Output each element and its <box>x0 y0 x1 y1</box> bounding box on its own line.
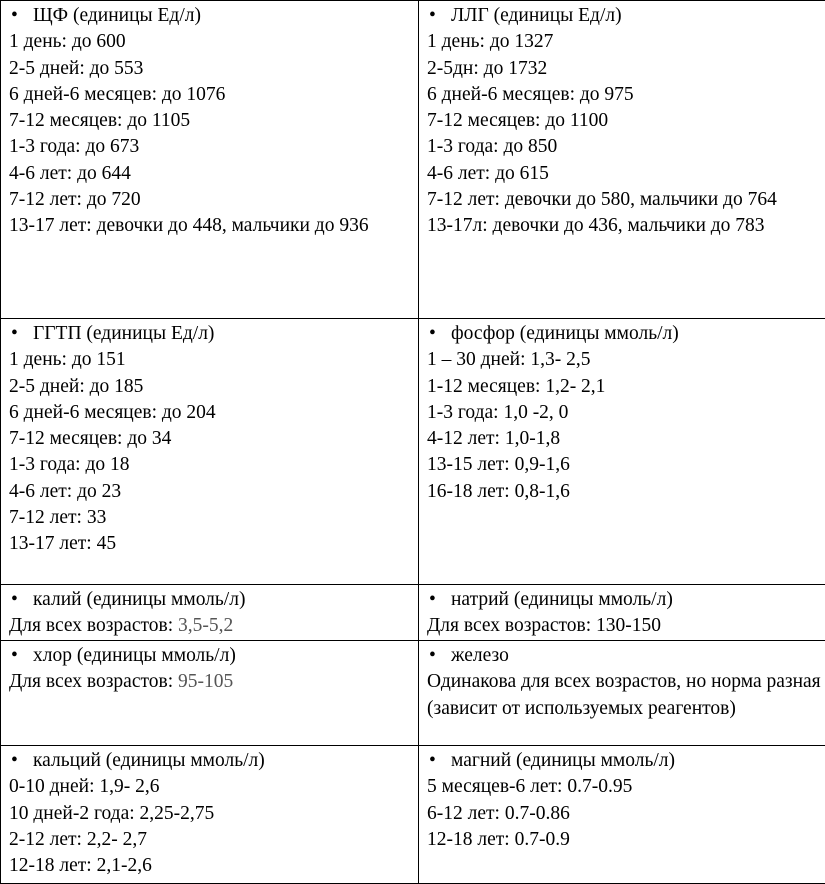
bullet-icon: • <box>9 321 33 347</box>
cell-iron <box>419 641 825 746</box>
range-line: 6 дней-6 месяцев: до 1076 <box>9 82 412 108</box>
range-line: 2-12 лет: 2,2- 2,7 <box>9 827 412 853</box>
range-line: 2-5 дней: до 185 <box>9 374 412 400</box>
range-line: 0-10 дней: 1,9- 2,6 <box>9 774 412 800</box>
cell-title <box>9 3 412 29</box>
cell-title-text: кальций (единицы ммоль/л) <box>33 750 265 771</box>
bullet-icon: • <box>9 643 33 669</box>
table-row <box>1 585 825 641</box>
range-line: 1-3 года: до 673 <box>9 134 412 160</box>
cell-title <box>427 321 825 347</box>
cell-title <box>9 748 412 774</box>
table-row <box>1 746 825 884</box>
table-row <box>1 319 825 585</box>
cell-title-text: фосфор (единицы ммоль/л) <box>451 323 679 344</box>
range-line: 7-12 лет: 33 <box>9 505 412 531</box>
bullet-icon: • <box>9 587 33 613</box>
cell-title <box>9 587 412 613</box>
range-note: Одинакова для всех возрастов, но норма разная (зависит от используемых реагентов) <box>427 669 825 722</box>
bullet-icon: • <box>9 3 33 29</box>
range-line: 5 месяцев-6 лет: 0.7-0.95 <box>427 774 825 800</box>
range-line: 6 дней-6 месяцев: до 204 <box>9 400 412 426</box>
range-line: 13-17 лет: 45 <box>9 531 412 557</box>
range-value: 95-105 <box>178 671 233 692</box>
cell-title-text: ГГТП (единицы Ед/л) <box>33 323 214 344</box>
cell-title <box>9 643 412 669</box>
cell-title <box>427 748 825 774</box>
cell-title-text: натрий (единицы ммоль/л) <box>451 589 673 610</box>
range-line <box>427 613 825 639</box>
range-line: 16-18 лет: 0,8-1,6 <box>427 479 825 505</box>
range-line: 4-12 лет: 1,0-1,8 <box>427 426 825 452</box>
cell-magnesium <box>419 746 825 884</box>
cell-title-text: ЛЛГ (единицы Ед/л) <box>451 5 622 26</box>
range-line: 1-3 года: до 18 <box>9 452 412 478</box>
range-line: 4-6 лет: до 644 <box>9 161 412 187</box>
range-line: 12-18 лет: 0.7-0.9 <box>427 827 825 853</box>
cell-title-text: магний (единицы ммоль/л) <box>451 750 675 771</box>
range-line: 1-12 месяцев: 1,2- 2,1 <box>427 374 825 400</box>
range-line: 7-12 лет: до 720 <box>9 187 412 213</box>
cell-title-text: калий (единицы ммоль/л) <box>33 589 245 610</box>
range-label: Для всех возрастов: <box>9 615 178 636</box>
cell-title-text: железо <box>451 645 509 666</box>
range-line: 13-17 лет: девочки до 448, мальчики до 936 <box>9 213 412 239</box>
table-row <box>1 641 825 746</box>
cell-title <box>427 3 825 29</box>
range-line: 10 дней-2 года: 2,25-2,75 <box>9 801 412 827</box>
range-line: 6 дней-6 месяцев: до 975 <box>427 82 825 108</box>
range-line: 13-15 лет: 0,9-1,6 <box>427 452 825 478</box>
bullet-icon: • <box>427 643 451 669</box>
table-row <box>1 1 825 319</box>
range-line: 12-18 лет: 2,1-2,6 <box>9 853 412 879</box>
range-line: 4-6 лет: до 23 <box>9 479 412 505</box>
range-line: 2-5дн: до 1732 <box>427 56 825 82</box>
range-line: 1 – 30 дней: 1,3- 2,5 <box>427 347 825 373</box>
range-line: 7-12 месяцев: до 34 <box>9 426 412 452</box>
cell-ldh <box>419 1 825 319</box>
range-line: 1-3 года: 1,0 -2, 0 <box>427 400 825 426</box>
range-line: 2-5 дней: до 553 <box>9 56 412 82</box>
cell-ggt <box>1 319 419 585</box>
bullet-icon: • <box>427 748 451 774</box>
cell-title-text: хлор (единицы ммоль/л) <box>33 645 236 666</box>
cell-title <box>427 587 825 613</box>
bullet-icon: • <box>9 748 33 774</box>
range-line: 1 день: до 151 <box>9 347 412 373</box>
cell-potassium <box>1 585 419 641</box>
range-value: 3,5-5,2 <box>178 615 233 636</box>
cell-sodium <box>419 585 825 641</box>
range-line: 7-12 месяцев: до 1105 <box>9 108 412 134</box>
cell-calcium <box>1 746 419 884</box>
bullet-icon: • <box>427 321 451 347</box>
range-value: 130-150 <box>596 615 661 636</box>
range-line: 7-12 месяцев: до 1100 <box>427 108 825 134</box>
range-line: 1 день: до 1327 <box>427 29 825 55</box>
range-line: 4-6 лет: до 615 <box>427 161 825 187</box>
range-line: 7-12 лет: девочки до 580, мальчики до 764 <box>427 187 825 213</box>
cell-title <box>9 321 412 347</box>
cell-title <box>427 643 825 669</box>
range-line: 1-3 года: до 850 <box>427 134 825 160</box>
range-label: Для всех возрастов: <box>9 671 178 692</box>
cell-alp <box>1 1 419 319</box>
cell-phosphorus <box>419 319 825 585</box>
range-line: 1 день: до 600 <box>9 29 412 55</box>
cell-title-text: ЩФ (единицы Ед/л) <box>33 5 201 26</box>
range-line <box>9 613 412 639</box>
range-line <box>9 669 412 695</box>
cell-chlorine <box>1 641 419 746</box>
range-line: 6-12 лет: 0.7-0.86 <box>427 801 825 827</box>
bullet-icon: • <box>427 3 451 29</box>
range-label: Для всех возрастов: <box>427 615 596 636</box>
range-line: 13-17л: девочки до 436, мальчики до 783 <box>427 213 825 239</box>
bullet-icon: • <box>427 587 451 613</box>
